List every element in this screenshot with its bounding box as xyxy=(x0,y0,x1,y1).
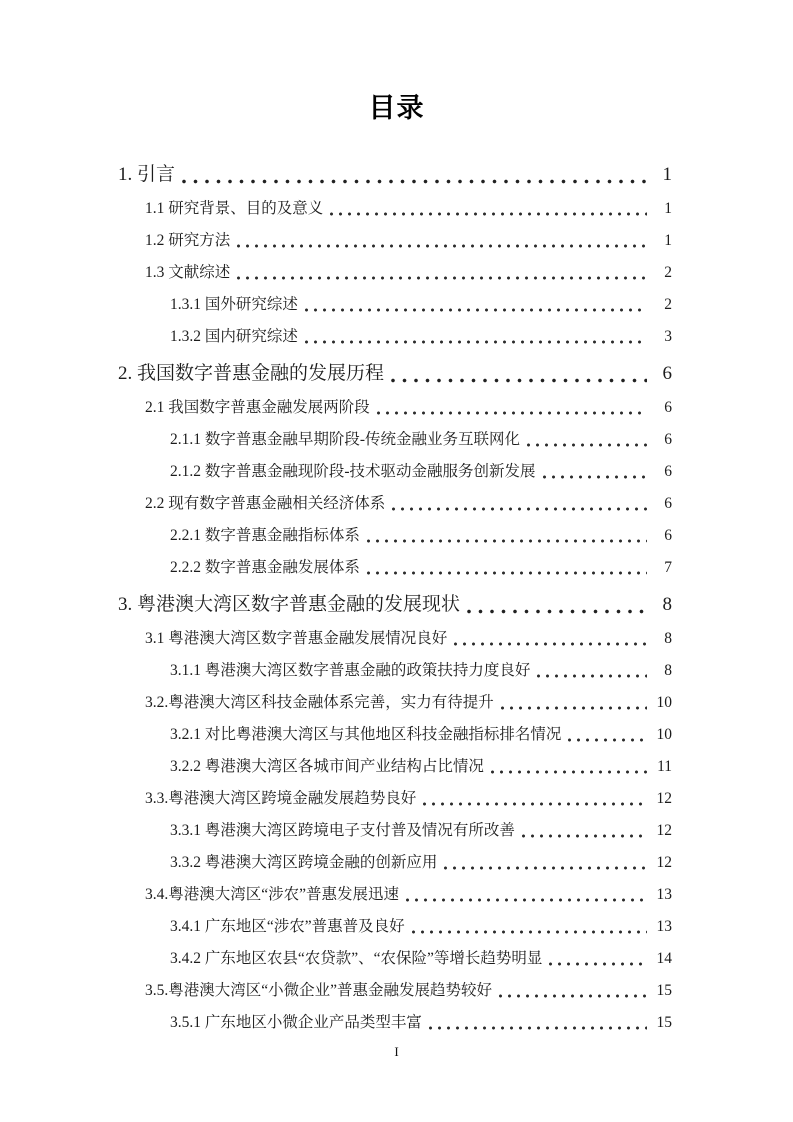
toc-entry-page: 6 xyxy=(664,463,672,480)
toc-entry-page: 2 xyxy=(664,264,672,281)
toc-entry-label: 2.2.2 数字普惠金融发展体系 xyxy=(170,559,360,576)
toc-leader-dots xyxy=(444,866,647,870)
toc-entry-page: 6 xyxy=(664,495,672,512)
toc-entry-page: 8 xyxy=(664,662,672,679)
toc-entry-label: 3.3.1 粤港澳大湾区跨境电子支付普及情况有所改善 xyxy=(170,822,515,839)
toc-leader-dots xyxy=(543,475,647,479)
toc-entry-label: 1.2 研究方法 xyxy=(145,232,231,249)
toc-entry-label: 1. 引言 xyxy=(118,164,176,185)
toc-entry-label: 2. 我国数字普惠金融的发展历程 xyxy=(118,363,385,384)
toc-entry-page: 13 xyxy=(656,886,672,903)
toc-leader-dots xyxy=(549,962,647,966)
toc-entry xyxy=(118,398,672,418)
toc-entry-label: 3.2.2 粤港澳大湾区各城市间产业结构占比情况 xyxy=(170,758,484,775)
toc-entry xyxy=(118,327,672,347)
toc-entry-label: 1.3.2 国内研究综述 xyxy=(170,328,298,345)
toc-entry xyxy=(118,917,672,937)
toc-leader-dots xyxy=(522,834,647,838)
toc-entry-label: 3.3.粤港澳大湾区跨境金融发展趋势良好 xyxy=(145,790,417,807)
toc-entry xyxy=(118,789,672,809)
toc-entry-page: 7 xyxy=(664,559,672,576)
toc-entry xyxy=(118,661,672,681)
toc-entry-label: 2.2.1 数字普惠金融指标体系 xyxy=(170,527,360,544)
toc-entry-page: 8 xyxy=(664,630,672,647)
toc-list xyxy=(118,148,672,1033)
toc-entry xyxy=(118,263,672,283)
toc-entry-page: 1 xyxy=(664,232,672,249)
toc-entry-page: 12 xyxy=(656,790,672,807)
toc-entry xyxy=(118,853,672,873)
toc-entry-label: 3.4.粤港澳大湾区“涉农”普惠发展迅速 xyxy=(145,886,400,903)
toc-entry-page: 15 xyxy=(656,982,672,999)
toc-entry-label: 2.1 我国数字普惠金融发展两阶段 xyxy=(145,399,370,416)
toc-leader-dots xyxy=(423,802,647,806)
toc-leader-dots xyxy=(406,898,647,902)
toc-entry-label: 3.2.粤港澳大湾区科技金融体系完善，实力有待提升 xyxy=(145,694,494,711)
toc-entry-page: 1 xyxy=(664,200,672,217)
toc-entry xyxy=(118,885,672,905)
toc-entry-page: 6 xyxy=(664,527,672,544)
toc-entry xyxy=(118,199,672,219)
toc-entry-page: 15 xyxy=(656,1014,672,1031)
toc-entry-label: 3.1.1 粤港澳大湾区数字普惠金融的政策扶持力度良好 xyxy=(170,662,531,679)
toc-leader-dots xyxy=(429,1026,647,1030)
toc-entry-page: 12 xyxy=(656,854,672,871)
toc-entry-page: 6 xyxy=(664,399,672,416)
toc-entry-page: 8 xyxy=(662,594,672,615)
toc-leader-dots xyxy=(367,571,647,575)
toc-entry xyxy=(118,526,672,546)
toc-leader-dots xyxy=(237,244,647,248)
toc-entry xyxy=(118,558,672,578)
toc-entry xyxy=(118,362,672,386)
toc-entry-label: 3.1 粤港澳大湾区数字普惠金融发展情况良好 xyxy=(145,630,448,647)
toc-entry-label: 3.4.1 广东地区“涉农”普惠普及良好 xyxy=(170,918,405,935)
toc-leader-dots xyxy=(305,340,647,344)
toc-entry xyxy=(118,1013,672,1033)
toc-leader-dots xyxy=(330,212,647,216)
toc-leader-dots xyxy=(501,706,647,710)
toc-entry-label: 2.1.2 数字普惠金融现阶段-技术驱动金融服务创新发展 xyxy=(170,463,536,480)
toc-entry-label: 2.2 现有数字普惠金融相关经济体系 xyxy=(145,495,386,512)
toc-entry xyxy=(118,163,672,187)
toc-entry xyxy=(118,949,672,969)
toc-entry-page: 1 xyxy=(662,164,672,185)
toc-entry-label: 3. 粤港澳大湾区数字普惠金融的发展现状 xyxy=(118,594,461,615)
toc-entry-label: 3.5.粤港澳大湾区“小微企业”普惠金融发展趋势较好 xyxy=(145,982,493,999)
toc-entry-page: 3 xyxy=(664,328,672,345)
toc-entry xyxy=(118,494,672,514)
toc-leader-dots xyxy=(454,642,647,646)
toc-entry-page: 11 xyxy=(657,758,672,775)
toc-entry-label: 1.1 研究背景、目的及意义 xyxy=(145,200,324,217)
toc-entry xyxy=(118,430,672,450)
page-title: 目录 xyxy=(368,93,425,123)
toc-leader-dots xyxy=(237,276,647,280)
toc-entry-page: 6 xyxy=(664,431,672,448)
footer-page-number: I xyxy=(394,1044,399,1059)
toc-leader-dots xyxy=(537,674,647,678)
toc-leader-dots xyxy=(467,609,647,614)
toc-leader-dots xyxy=(377,411,647,415)
toc-entry xyxy=(118,693,672,713)
toc-entry xyxy=(118,593,672,617)
toc-entry-page: 6 xyxy=(662,363,672,384)
toc-leader-dots xyxy=(367,539,647,543)
toc-leader-dots xyxy=(412,930,647,934)
toc-entry-label: 1.3 文献综述 xyxy=(145,264,231,281)
toc-entry-label: 3.2.1 对比粤港澳大湾区与其他地区科技金融指标排名情况 xyxy=(170,726,562,743)
toc-entry-label: 1.3.1 国外研究综述 xyxy=(170,296,298,313)
toc-entry xyxy=(118,295,672,315)
toc-leader-dots xyxy=(491,770,647,774)
toc-entry-page: 10 xyxy=(656,694,672,711)
toc-entry xyxy=(118,725,672,745)
page-footer xyxy=(0,1044,793,1060)
toc-leader-dots xyxy=(182,179,647,184)
toc-entry xyxy=(118,757,672,777)
toc-entry xyxy=(118,821,672,841)
toc-entry xyxy=(118,629,672,649)
toc-entry-page: 10 xyxy=(656,726,672,743)
toc-entry-label: 3.3.2 粤港澳大湾区跨境金融的创新应用 xyxy=(170,854,438,871)
toc-leader-dots xyxy=(499,994,647,998)
toc-entry-page: 13 xyxy=(656,918,672,935)
toc-leader-dots xyxy=(305,308,647,312)
toc-leader-dots xyxy=(392,507,647,511)
toc-entry-page: 12 xyxy=(656,822,672,839)
toc-entry xyxy=(118,462,672,482)
toc-entry xyxy=(118,231,672,251)
toc-entry xyxy=(118,981,672,1001)
toc-leader-dots xyxy=(391,378,647,383)
toc-leader-dots xyxy=(568,738,647,742)
toc-entry-page: 14 xyxy=(656,950,672,967)
toc-entry-label: 2.1.1 数字普惠金融早期阶段-传统金融业务互联网化 xyxy=(170,431,521,448)
toc-leader-dots xyxy=(527,443,647,447)
toc-entry-label: 3.5.1 广东地区小微企业产品类型丰富 xyxy=(170,1014,422,1031)
toc-entry-page: 2 xyxy=(664,296,672,313)
toc-entry-label: 3.4.2 广东地区农县“农贷款”、“农保险”等增长趋势明显 xyxy=(170,950,543,967)
